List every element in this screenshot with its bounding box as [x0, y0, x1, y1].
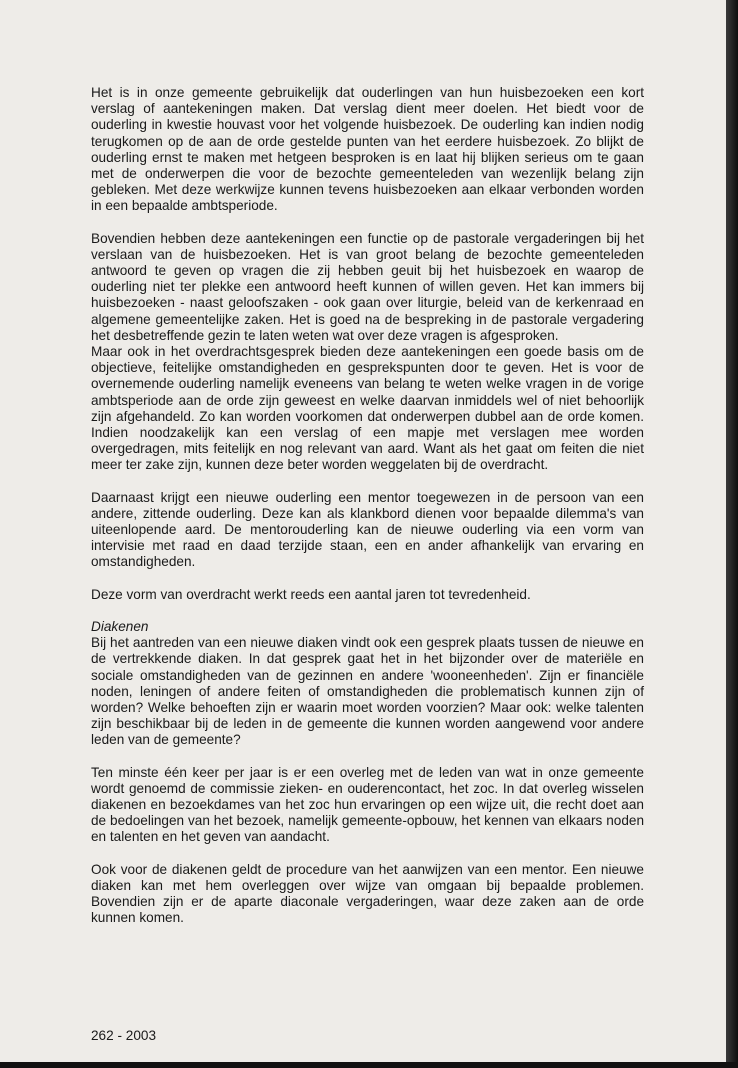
- scan-edge-bottom: [0, 1062, 738, 1068]
- scan-edge-right: [726, 0, 738, 1068]
- body-text: [91, 85, 644, 926]
- paragraph: Daarnaast krijgt een nieuwe ouderling een mentor toegewezen in de persoon van een andere, zittende ouderling. Deze kan als klankbord dienen voor bepaalde dilemma's van uiteenlopende aard. De mentorouderling kan de nieuwe ouderling via een vorm van intervisie met raad en daad terzijde staan, een en ander afhankelijk van ervaring en omstandigheden.: [91, 489, 644, 570]
- paragraph: Het is in onze gemeente gebruikelijk dat ouderlingen van hun huisbezoeken een kort verslag of aantekeningen maken. Dat verslag dient meer doelen. Het biedt voor de ouderling in kwestie houvast voor het volgende huisbezoek. De ouderling kan indien nodig terugkomen op de aan de orde gestelde punten van het eerdere huisbezoek. Zo blijkt de ouderling ernst te maken met hetgeen besproken is en laat hij blijken serieus om te gaan met de onderwerpen die voor de bezochte gemeenteleden van wezenlijk belang zijn gebleken. Met deze werkwijze kunnen tevens huisbezoeken aan elkaar verbonden worden in een bepaalde ambtsperiode.: [91, 85, 644, 214]
- paragraph: Bij het aantreden van een nieuwe diaken vindt ook een gesprek plaats tussen de nieuwe en de vertrekkende diaken. In dat gesprek gaat het in het bijzonder over de materiële en sociale omstandigheden van de gezinnen en andere 'wooneenheden'. Zijn er financiële noden, leningen of andere feiten of omstandigheden die problematisch kunnen zijn of worden? Welke behoeften zijn er waarin moet worden voorzien? Maar ook: welke talenten zijn beschikbaar bij de leden in de gemeente die kunnen worden aangewend voor andere leden van de gemeente?: [91, 635, 644, 748]
- paragraph: Deze vorm van overdracht werkt reeds een aantal jaren tot tevredenheid.: [91, 586, 531, 602]
- section-heading: Diakenen: [91, 618, 149, 634]
- paragraph: Maar ook in het overdrachtsgesprek bieden deze aantekeningen een goede basis om de objectieve, feitelijke omstandigheden en gesprekspunten door te geven. Het is voor de overnemende ouderling namelijk eveneens van belang te weten welke vragen in de vorige ambtsperiode aan de orde zijn geweest en welke daarvan inmiddels wel of niet behoorlijk zijn afgehandeld. Zo kan worden voorkomen dat onderwerpen dubbel aan de orde komen. Indien noodzakelijk kan een verslag of een mapje met verslagen mee worden overgedragen, mits feitelijk en nog relevant van aard. Want als het gaat om feiten die niet meer ter zake zijn, kunnen deze beter worden weggelaten bij de overdracht.: [91, 344, 644, 473]
- paragraph: Bovendien hebben deze aantekeningen een functie op de pastorale vergaderingen bij het verslaan van de huisbezoeken. Het is van groot belang de bezochte gemeenteleden antwoord te geven op vragen die zij hebben geuit bij het huisbezoek en waarop de ouderling niet ter plekke een antwoord heeft kunnen of willen geven. Het kan immers bij huisbezoeken - naast geloofszaken - ook gaan over liturgie, beleid van de kerkenraad en algemene gemeentelijke zaken. Het is goed na de bespreking in de pastorale vergadering het desbetreffende gezin te laten weten wat over deze vragen is afgesproken.: [91, 230, 644, 343]
- page-number: 262 - 2003: [91, 1028, 157, 1043]
- paragraph: Ten minste één keer per jaar is er een overleg met de leden van wat in onze gemeente wordt genoemd de commissie zieken- en ouderencontact, het zoc. In dat overleg wisselen diakenen en bezoekdames van het zoc hun ervaringen op een wijze uit, die recht doet aan de bedoelingen van het bezoek, namelijk gemeente-opbouw, het kennen van elkaars noden en talenten en het geven van aandacht.: [91, 764, 644, 845]
- paragraph: Ook voor de diakenen geldt de procedure van het aanwijzen van een mentor. Een nieuwe diaken kan met hem overleggen over wijze van omgaan bij bepaalde problemen. Bovendien zijn er de aparte diaconale vergaderingen, waar deze zaken aan de orde kunnen komen.: [91, 861, 644, 926]
